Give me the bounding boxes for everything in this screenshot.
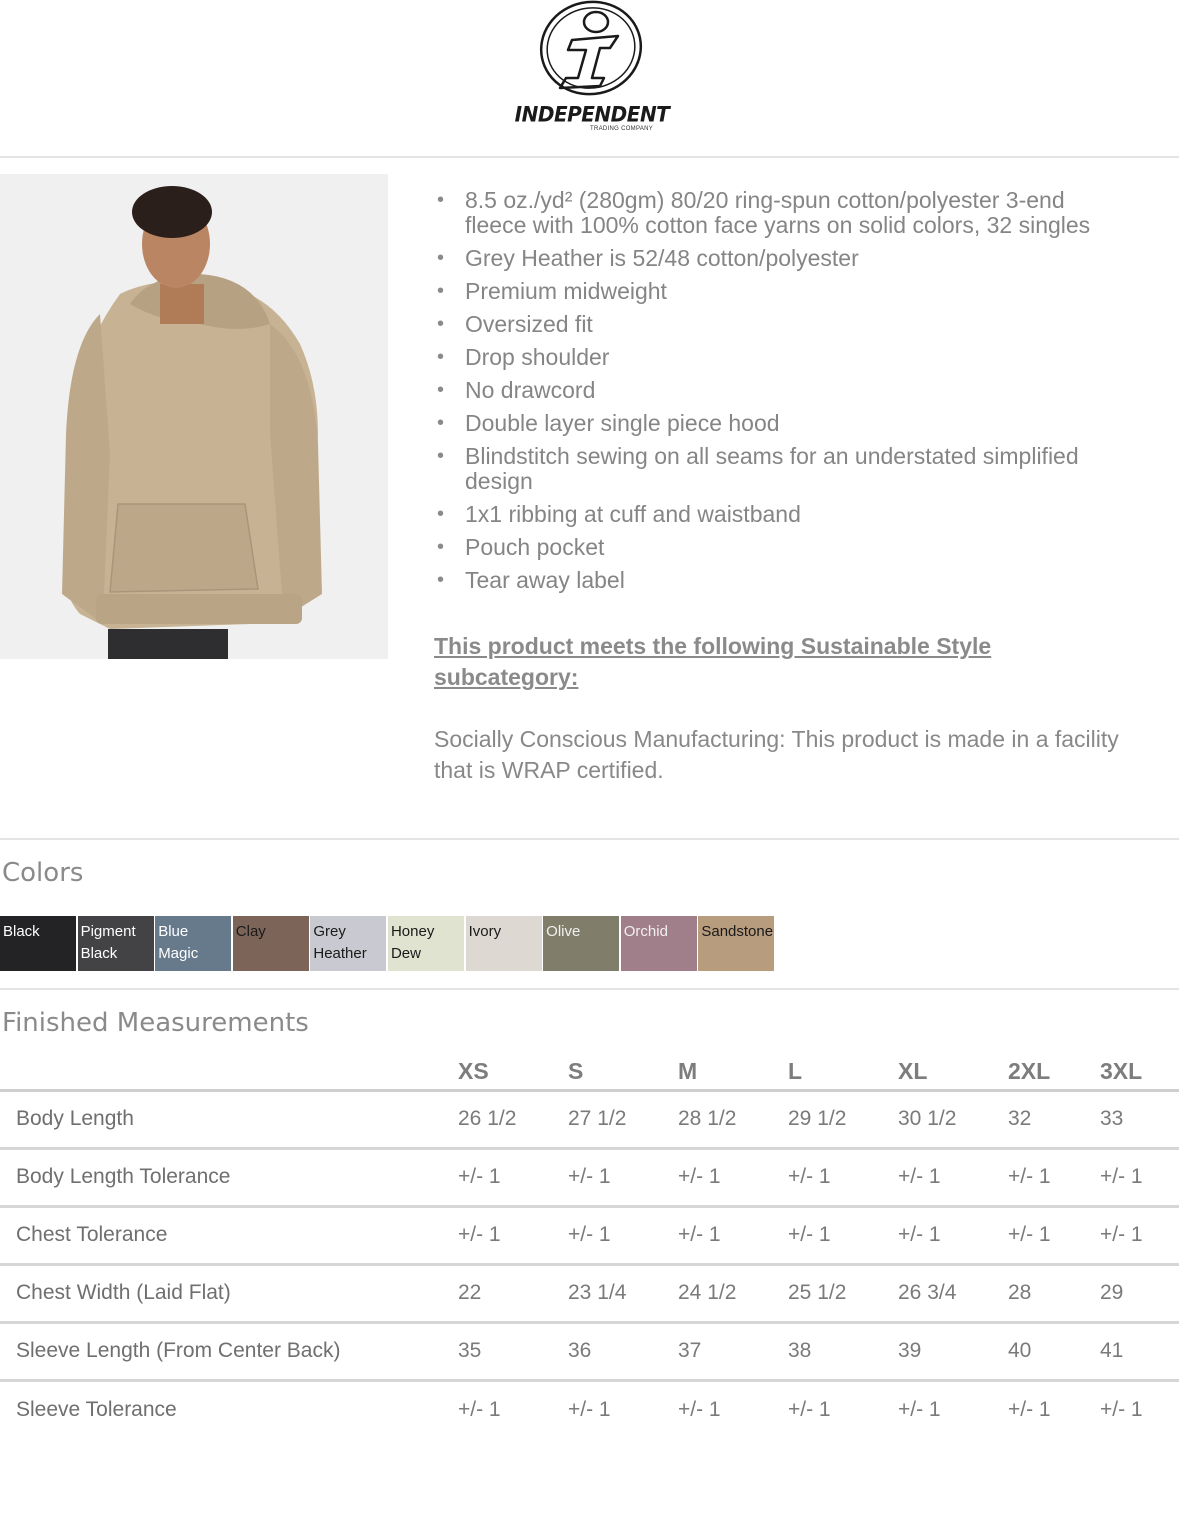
- size-header: S: [568, 1057, 584, 1084]
- divider: [0, 838, 1179, 840]
- feature-item: • Blindstitch sewing on all seams for an understated simplified design: [434, 444, 1094, 494]
- size-header: 2XL: [1008, 1057, 1051, 1084]
- cell: 33: [1100, 1107, 1124, 1130]
- cell: 41: [1100, 1339, 1124, 1362]
- cell: 28 1/2: [678, 1107, 737, 1130]
- cell: +/- 1: [898, 1397, 941, 1421]
- swatch-label: Blue Magic: [158, 923, 199, 962]
- swatch-pigment-black[interactable]: [78, 916, 154, 971]
- cell: +/- 1: [788, 1165, 831, 1188]
- swatch-label: Olive: [546, 923, 581, 940]
- swatch-clay[interactable]: [233, 916, 309, 971]
- brand-name: INDEPENDENT: [514, 101, 670, 127]
- cell: 29: [1100, 1281, 1124, 1304]
- row-label: Body Length Tolerance: [16, 1165, 231, 1188]
- swatch-label: Black: [3, 923, 40, 940]
- cell: 26 1/2: [458, 1107, 517, 1130]
- cell: 40: [1008, 1339, 1032, 1362]
- feature-item: • Pouch pocket: [434, 535, 1094, 560]
- product-photo: [0, 174, 388, 659]
- table-row: [0, 1380, 1179, 1438]
- swatch-grey-heather[interactable]: [310, 916, 386, 971]
- table-row: [0, 1090, 1179, 1148]
- swatch-label: Clay: [235, 923, 266, 940]
- cell: +/- 1: [1100, 1165, 1143, 1188]
- cell: +/- 1: [458, 1223, 501, 1246]
- cell: +/- 1: [568, 1223, 611, 1246]
- size-header: XS: [458, 1057, 489, 1084]
- cell: +/- 1: [1100, 1223, 1143, 1246]
- swatch-label: Ivory: [468, 923, 502, 940]
- brand-logo: [512, 0, 672, 140]
- cell: 26 3/4: [898, 1281, 957, 1304]
- colors-title: Colors: [2, 858, 84, 888]
- row-label: Sleeve Length (From Center Back): [16, 1339, 341, 1362]
- cell: +/- 1: [568, 1397, 611, 1421]
- hoodie-model-image: [0, 174, 388, 659]
- size-header: 3XL: [1100, 1057, 1143, 1084]
- table-row: [0, 1322, 1179, 1380]
- cell: 37: [678, 1339, 702, 1362]
- cell: +/- 1: [898, 1165, 941, 1188]
- divider: [0, 988, 1179, 990]
- table-row: [0, 1264, 1179, 1322]
- feature-item: • Oversized fit: [434, 312, 1094, 337]
- swatch-honey-dew[interactable]: [388, 916, 464, 971]
- cell: +/- 1: [1100, 1397, 1143, 1421]
- brand-subtitle: TRADING COMPANY: [590, 126, 654, 132]
- row-label: Body Length: [16, 1107, 134, 1130]
- swatch-orchid[interactable]: [621, 916, 697, 971]
- row-label: Chest Width (Laid Flat): [16, 1281, 231, 1304]
- page-header: [0, 0, 1179, 158]
- swatch-black[interactable]: [0, 916, 76, 971]
- table-header-row: [0, 1050, 1179, 1090]
- cell: +/- 1: [1008, 1223, 1051, 1246]
- swatch-sandstone[interactable]: [698, 916, 774, 971]
- feature-item: • 8.5 oz./yd² (280gm) 80/20 ring-spun cotton/polyester 3-end fleece with 100% cotton face yarns on solid colors, 32 singles: [434, 188, 1094, 238]
- cell: 35: [458, 1339, 482, 1362]
- feature-item: • Drop shoulder: [434, 345, 1094, 370]
- size-header: L: [788, 1057, 803, 1084]
- cell: +/- 1: [1008, 1397, 1051, 1421]
- cell: +/- 1: [678, 1397, 721, 1421]
- row-label: Chest Tolerance: [16, 1223, 168, 1246]
- swatch-label: Grey Heather: [313, 923, 367, 962]
- cell: +/- 1: [678, 1223, 721, 1246]
- cell: +/- 1: [1008, 1165, 1051, 1188]
- cell: 30 1/2: [898, 1107, 957, 1130]
- sustainability-text: Socially Conscious Manufacturing: This product is made in a facility that is WRAP certified.: [434, 726, 1119, 783]
- feature-item: • Premium midweight: [434, 279, 1094, 304]
- cell: 24 1/2: [678, 1281, 737, 1304]
- row-label: Sleeve Tolerance: [16, 1397, 177, 1421]
- swatch-olive[interactable]: [543, 916, 619, 971]
- size-header: M: [678, 1057, 698, 1084]
- feature-list: [434, 188, 1094, 601]
- feature-item: • Tear away label: [434, 568, 1094, 593]
- swatch-ivory[interactable]: [466, 916, 542, 971]
- cell: +/- 1: [568, 1165, 611, 1188]
- cell: 25 1/2: [788, 1281, 847, 1304]
- feature-item: • 1x1 ribbing at cuff and waistband: [434, 502, 1094, 527]
- swatch-label: Orchid: [623, 923, 668, 940]
- cell: 22: [458, 1281, 482, 1304]
- measurements-title: Finished Measurements: [2, 1008, 309, 1038]
- cell: 32: [1008, 1107, 1032, 1130]
- color-swatches: [0, 916, 776, 971]
- independent-logo-icon: [538, 0, 644, 100]
- swatch-label: Pigment Black: [80, 923, 136, 962]
- cell: 28: [1008, 1281, 1032, 1304]
- feature-item: • Grey Heather is 52/48 cotton/polyester: [434, 246, 1094, 271]
- swatch-label: Honey Dew: [390, 923, 435, 962]
- cell: 39: [898, 1339, 922, 1362]
- cell: +/- 1: [678, 1165, 721, 1188]
- feature-item: • No drawcord: [434, 378, 1094, 403]
- size-header: XL: [898, 1057, 928, 1084]
- cell: 29 1/2: [788, 1107, 847, 1130]
- swatch-blue-magic[interactable]: [155, 916, 231, 971]
- cell: +/- 1: [788, 1397, 831, 1421]
- table-row: [0, 1148, 1179, 1206]
- sustainability-heading: This product meets the following Sustainable Style subcategory:: [434, 633, 992, 690]
- cell: +/- 1: [788, 1223, 831, 1246]
- table-row: [0, 1206, 1179, 1264]
- header-blank: [0, 1050, 458, 1090]
- cell: 36: [568, 1339, 592, 1362]
- cell: 27 1/2: [568, 1107, 627, 1130]
- measurements-table: [0, 1050, 1179, 1438]
- cell: 23 1/4: [568, 1281, 627, 1304]
- cell: 38: [788, 1339, 812, 1362]
- cell: +/- 1: [458, 1165, 501, 1188]
- feature-item: • Double layer single piece hood: [434, 411, 1094, 436]
- swatch-label: Sandstone: [701, 923, 774, 940]
- cell: +/- 1: [898, 1223, 941, 1246]
- cell: +/- 1: [458, 1397, 501, 1421]
